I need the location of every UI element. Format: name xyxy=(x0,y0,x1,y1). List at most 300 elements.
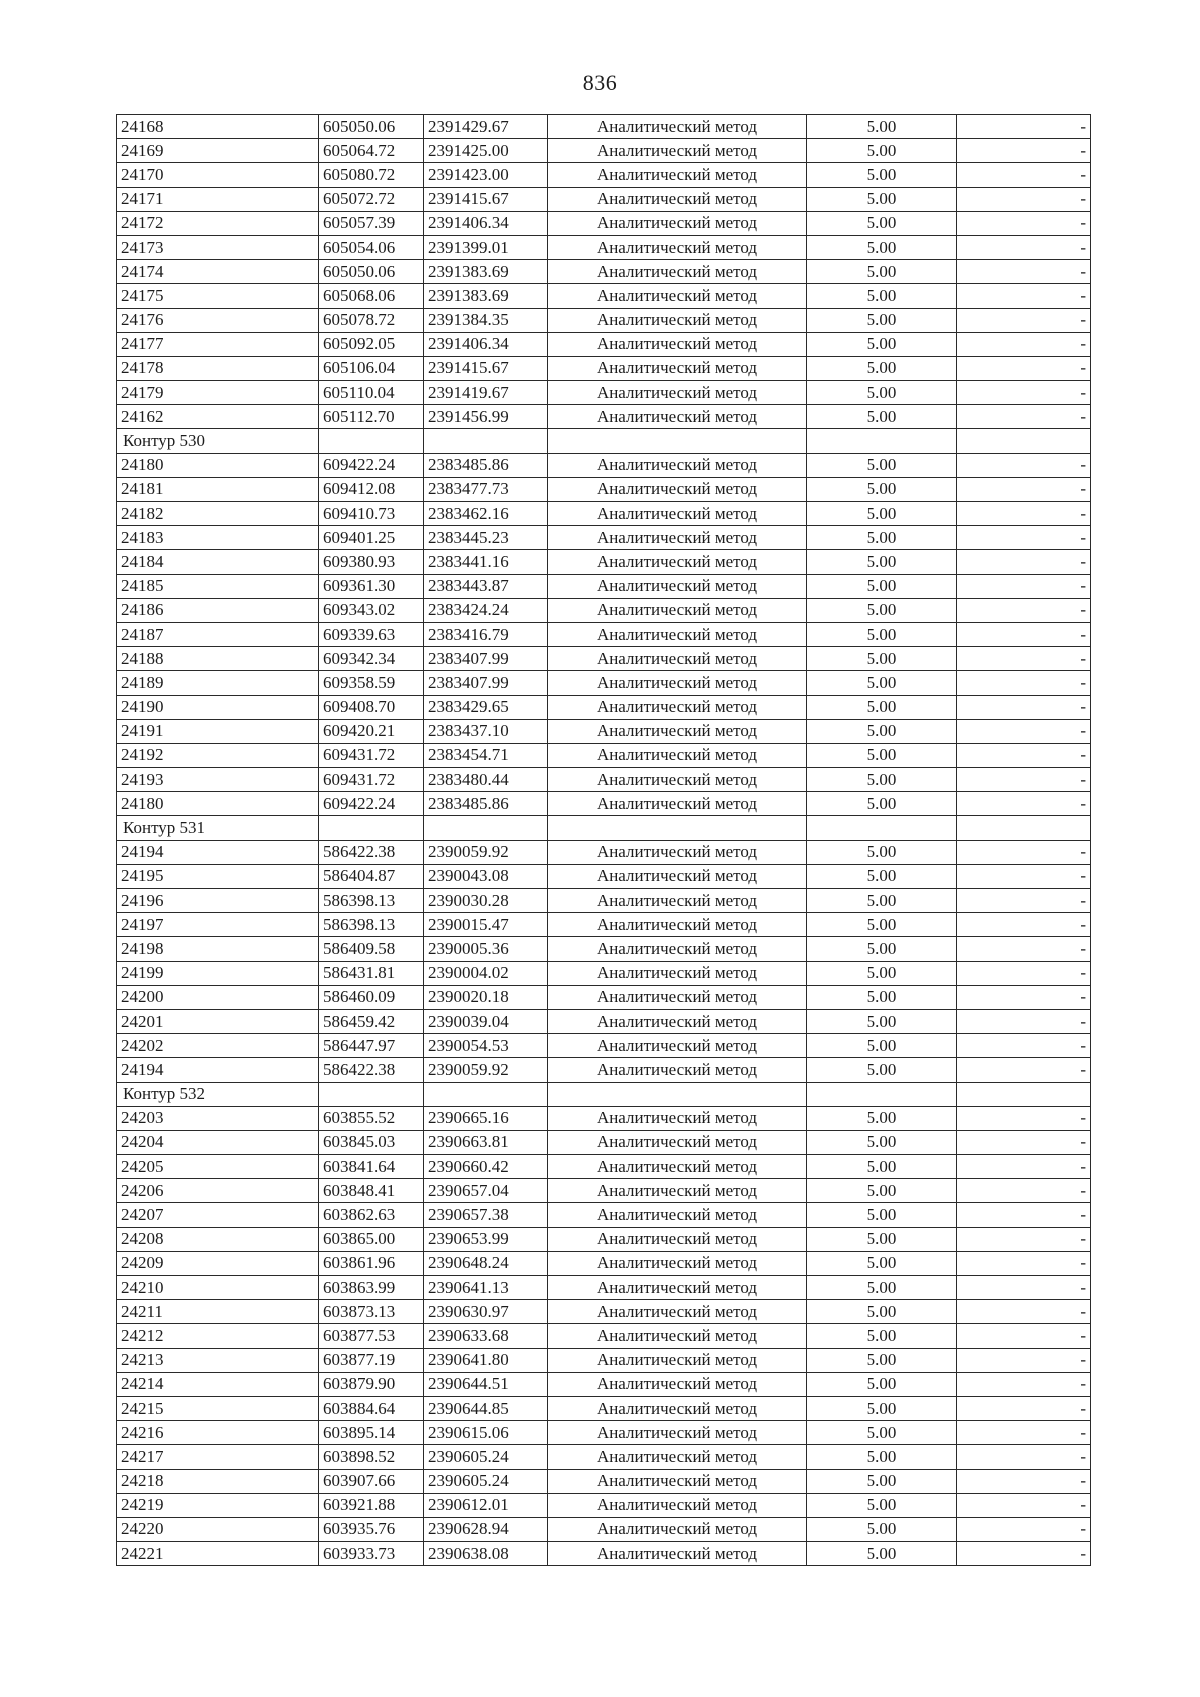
method-cell: Аналитический метод xyxy=(548,1348,807,1372)
dash-cell: - xyxy=(957,598,1091,622)
y-coordinate-cell: 2383416.79 xyxy=(424,622,548,646)
table-row xyxy=(117,1276,1091,1300)
accuracy-cell: 5.00 xyxy=(807,1324,957,1348)
accuracy-cell: 5.00 xyxy=(807,574,957,598)
y-coordinate-cell: 2383424.24 xyxy=(424,598,548,622)
method-cell: Аналитический метод xyxy=(548,598,807,622)
y-coordinate-cell: 2391399.01 xyxy=(424,235,548,259)
accuracy-cell: 5.00 xyxy=(807,1493,957,1517)
point-id-cell: 24194 xyxy=(117,840,319,864)
empty-cell xyxy=(548,1082,807,1106)
page-number: 836 xyxy=(582,70,618,95)
dash-cell: - xyxy=(957,1227,1091,1251)
x-coordinate-cell: 586398.13 xyxy=(319,913,424,937)
dash-cell: - xyxy=(957,502,1091,526)
method-cell: Аналитический метод xyxy=(548,1421,807,1445)
method-cell: Аналитический метод xyxy=(548,139,807,163)
contour-header-row xyxy=(117,1082,1091,1106)
y-coordinate-cell: 2390653.99 xyxy=(424,1227,548,1251)
table-row xyxy=(117,1130,1091,1154)
accuracy-cell: 5.00 xyxy=(807,260,957,284)
x-coordinate-cell: 605054.06 xyxy=(319,235,424,259)
x-coordinate-cell: 605050.06 xyxy=(319,260,424,284)
accuracy-cell: 5.00 xyxy=(807,1203,957,1227)
x-coordinate-cell: 605064.72 xyxy=(319,139,424,163)
accuracy-cell: 5.00 xyxy=(807,1034,957,1058)
point-id-cell: 24202 xyxy=(117,1034,319,1058)
accuracy-cell: 5.00 xyxy=(807,1179,957,1203)
y-coordinate-cell: 2391383.69 xyxy=(424,284,548,308)
method-cell: Аналитический метод xyxy=(548,1324,807,1348)
point-id-cell: 24219 xyxy=(117,1493,319,1517)
point-id-cell: 24180 xyxy=(117,792,319,816)
point-id-cell: 24186 xyxy=(117,598,319,622)
table-row xyxy=(117,792,1091,816)
method-cell: Аналитический метод xyxy=(548,743,807,767)
accuracy-cell: 5.00 xyxy=(807,1276,957,1300)
method-cell: Аналитический метод xyxy=(548,332,807,356)
table-row xyxy=(117,1203,1091,1227)
x-coordinate-cell: 609431.72 xyxy=(319,743,424,767)
dash-cell: - xyxy=(957,1179,1091,1203)
dash-cell: - xyxy=(957,1372,1091,1396)
method-cell: Аналитический метод xyxy=(548,381,807,405)
point-id-cell: 24201 xyxy=(117,1009,319,1033)
x-coordinate-cell: 605080.72 xyxy=(319,163,424,187)
method-cell: Аналитический метод xyxy=(548,1227,807,1251)
dash-cell: - xyxy=(957,864,1091,888)
x-coordinate-cell: 605112.70 xyxy=(319,405,424,429)
method-cell: Аналитический метод xyxy=(548,1300,807,1324)
x-coordinate-cell: 605078.72 xyxy=(319,308,424,332)
point-id-cell: 24172 xyxy=(117,211,319,235)
x-coordinate-cell: 603861.96 xyxy=(319,1251,424,1275)
point-id-cell: 24177 xyxy=(117,332,319,356)
y-coordinate-cell: 2383462.16 xyxy=(424,502,548,526)
y-coordinate-cell: 2391384.35 xyxy=(424,308,548,332)
accuracy-cell: 5.00 xyxy=(807,864,957,888)
table-row xyxy=(117,671,1091,695)
method-cell: Аналитический метод xyxy=(548,671,807,695)
point-id-cell: 24176 xyxy=(117,308,319,332)
x-coordinate-cell: 603877.53 xyxy=(319,1324,424,1348)
empty-cell xyxy=(424,429,548,453)
method-cell: Аналитический метод xyxy=(548,695,807,719)
table-row xyxy=(117,1517,1091,1541)
dash-cell: - xyxy=(957,647,1091,671)
y-coordinate-cell: 2391383.69 xyxy=(424,260,548,284)
x-coordinate-cell: 609412.08 xyxy=(319,477,424,501)
y-coordinate-cell: 2390633.68 xyxy=(424,1324,548,1348)
accuracy-cell: 5.00 xyxy=(807,502,957,526)
method-cell: Аналитический метод xyxy=(548,1106,807,1130)
point-id-cell: 24200 xyxy=(117,985,319,1009)
method-cell: Аналитический метод xyxy=(548,550,807,574)
accuracy-cell: 5.00 xyxy=(807,1155,957,1179)
contour-label: Контур 532 xyxy=(117,1082,319,1106)
accuracy-cell: 5.00 xyxy=(807,332,957,356)
table-row xyxy=(117,743,1091,767)
dash-cell: - xyxy=(957,381,1091,405)
dash-cell: - xyxy=(957,1155,1091,1179)
table-row xyxy=(117,864,1091,888)
x-coordinate-cell: 603884.64 xyxy=(319,1396,424,1420)
table-row xyxy=(117,1058,1091,1082)
y-coordinate-cell: 2390015.47 xyxy=(424,913,548,937)
point-id-cell: 24182 xyxy=(117,502,319,526)
x-coordinate-cell: 586460.09 xyxy=(319,985,424,1009)
y-coordinate-cell: 2391429.67 xyxy=(424,115,548,139)
method-cell: Аналитический метод xyxy=(548,235,807,259)
accuracy-cell: 5.00 xyxy=(807,647,957,671)
method-cell: Аналитический метод xyxy=(548,1203,807,1227)
x-coordinate-cell: 586422.38 xyxy=(319,1058,424,1082)
point-id-cell: 24204 xyxy=(117,1130,319,1154)
point-id-cell: 24217 xyxy=(117,1445,319,1469)
point-id-cell: 24173 xyxy=(117,235,319,259)
table-row xyxy=(117,284,1091,308)
x-coordinate-cell: 603863.99 xyxy=(319,1276,424,1300)
dash-cell: - xyxy=(957,1348,1091,1372)
dash-cell: - xyxy=(957,139,1091,163)
table-row xyxy=(117,1251,1091,1275)
empty-cell xyxy=(807,816,957,840)
accuracy-cell: 5.00 xyxy=(807,671,957,695)
empty-cell xyxy=(957,1082,1091,1106)
method-cell: Аналитический метод xyxy=(548,163,807,187)
accuracy-cell: 5.00 xyxy=(807,453,957,477)
point-id-cell: 24181 xyxy=(117,477,319,501)
point-id-cell: 24183 xyxy=(117,526,319,550)
method-cell: Аналитический метод xyxy=(548,260,807,284)
method-cell: Аналитический метод xyxy=(548,985,807,1009)
method-cell: Аналитический метод xyxy=(548,405,807,429)
table-row xyxy=(117,1493,1091,1517)
accuracy-cell: 5.00 xyxy=(807,211,957,235)
y-coordinate-cell: 2391406.34 xyxy=(424,332,548,356)
accuracy-cell: 5.00 xyxy=(807,187,957,211)
dash-cell: - xyxy=(957,1130,1091,1154)
y-coordinate-cell: 2383485.86 xyxy=(424,792,548,816)
dash-cell: - xyxy=(957,1251,1091,1275)
point-id-cell: 24180 xyxy=(117,453,319,477)
x-coordinate-cell: 603877.19 xyxy=(319,1348,424,1372)
dash-cell: - xyxy=(957,937,1091,961)
method-cell: Аналитический метод xyxy=(548,889,807,913)
x-coordinate-cell: 609401.25 xyxy=(319,526,424,550)
point-id-cell: 24162 xyxy=(117,405,319,429)
table-row xyxy=(117,187,1091,211)
dash-cell: - xyxy=(957,1276,1091,1300)
dash-cell: - xyxy=(957,961,1091,985)
dash-cell: - xyxy=(957,1445,1091,1469)
dash-cell: - xyxy=(957,719,1091,743)
method-cell: Аналитический метод xyxy=(548,864,807,888)
table-row xyxy=(117,574,1091,598)
empty-cell xyxy=(319,816,424,840)
point-id-cell: 24170 xyxy=(117,163,319,187)
y-coordinate-cell: 2391406.34 xyxy=(424,211,548,235)
table-row xyxy=(117,526,1091,550)
table-row xyxy=(117,235,1091,259)
x-coordinate-cell: 603898.52 xyxy=(319,1445,424,1469)
x-coordinate-cell: 586409.58 xyxy=(319,937,424,961)
method-cell: Аналитический метод xyxy=(548,477,807,501)
point-id-cell: 24213 xyxy=(117,1348,319,1372)
point-id-cell: 24196 xyxy=(117,889,319,913)
x-coordinate-cell: 586404.87 xyxy=(319,864,424,888)
table-row xyxy=(117,1106,1091,1130)
method-cell: Аналитический метод xyxy=(548,526,807,550)
table-row xyxy=(117,1300,1091,1324)
table-row xyxy=(117,332,1091,356)
method-cell: Аналитический метод xyxy=(548,1179,807,1203)
point-id-cell: 24189 xyxy=(117,671,319,695)
point-id-cell: 24178 xyxy=(117,356,319,380)
dash-cell: - xyxy=(957,889,1091,913)
point-id-cell: 24208 xyxy=(117,1227,319,1251)
x-coordinate-cell: 609431.72 xyxy=(319,768,424,792)
x-coordinate-cell: 605050.06 xyxy=(319,115,424,139)
accuracy-cell: 5.00 xyxy=(807,381,957,405)
point-id-cell: 24174 xyxy=(117,260,319,284)
y-coordinate-cell: 2383445.23 xyxy=(424,526,548,550)
method-cell: Аналитический метод xyxy=(548,1251,807,1275)
dash-cell: - xyxy=(957,1058,1091,1082)
accuracy-cell: 5.00 xyxy=(807,961,957,985)
method-cell: Аналитический метод xyxy=(548,356,807,380)
table-row xyxy=(117,356,1091,380)
x-coordinate-cell: 603848.41 xyxy=(319,1179,424,1203)
x-coordinate-cell: 605106.04 xyxy=(319,356,424,380)
accuracy-cell: 5.00 xyxy=(807,719,957,743)
method-cell: Аналитический метод xyxy=(548,1469,807,1493)
method-cell: Аналитический метод xyxy=(548,1493,807,1517)
x-coordinate-cell: 609410.73 xyxy=(319,502,424,526)
point-id-cell: 24214 xyxy=(117,1372,319,1396)
y-coordinate-cell: 2383441.16 xyxy=(424,550,548,574)
table-row xyxy=(117,768,1091,792)
accuracy-cell: 5.00 xyxy=(807,695,957,719)
y-coordinate-cell: 2390605.24 xyxy=(424,1445,548,1469)
x-coordinate-cell: 586398.13 xyxy=(319,889,424,913)
empty-cell xyxy=(807,429,957,453)
dash-cell: - xyxy=(957,1396,1091,1420)
y-coordinate-cell: 2390638.08 xyxy=(424,1542,548,1566)
x-coordinate-cell: 586447.97 xyxy=(319,1034,424,1058)
table-row xyxy=(117,598,1091,622)
accuracy-cell: 5.00 xyxy=(807,356,957,380)
dash-cell: - xyxy=(957,840,1091,864)
point-id-cell: 24185 xyxy=(117,574,319,598)
y-coordinate-cell: 2391415.67 xyxy=(424,187,548,211)
accuracy-cell: 5.00 xyxy=(807,1300,957,1324)
x-coordinate-cell: 603862.63 xyxy=(319,1203,424,1227)
method-cell: Аналитический метод xyxy=(548,913,807,937)
method-cell: Аналитический метод xyxy=(548,840,807,864)
accuracy-cell: 5.00 xyxy=(807,526,957,550)
method-cell: Аналитический метод xyxy=(548,719,807,743)
table-row xyxy=(117,405,1091,429)
point-id-cell: 24171 xyxy=(117,187,319,211)
dash-cell: - xyxy=(957,913,1091,937)
method-cell: Аналитический метод xyxy=(548,1130,807,1154)
point-id-cell: 24212 xyxy=(117,1324,319,1348)
x-coordinate-cell: 603841.64 xyxy=(319,1155,424,1179)
table-row xyxy=(117,719,1091,743)
accuracy-cell: 5.00 xyxy=(807,937,957,961)
dash-cell: - xyxy=(957,1517,1091,1541)
dash-cell: - xyxy=(957,1542,1091,1566)
y-coordinate-cell: 2390657.38 xyxy=(424,1203,548,1227)
method-cell: Аналитический метод xyxy=(548,284,807,308)
y-coordinate-cell: 2390054.53 xyxy=(424,1034,548,1058)
method-cell: Аналитический метод xyxy=(548,1034,807,1058)
table-row xyxy=(117,889,1091,913)
dash-cell: - xyxy=(957,550,1091,574)
accuracy-cell: 5.00 xyxy=(807,139,957,163)
accuracy-cell: 5.00 xyxy=(807,1542,957,1566)
table-row xyxy=(117,115,1091,139)
table-row xyxy=(117,1469,1091,1493)
point-id-cell: 24220 xyxy=(117,1517,319,1541)
point-id-cell: 24184 xyxy=(117,550,319,574)
x-coordinate-cell: 605110.04 xyxy=(319,381,424,405)
y-coordinate-cell: 2391415.67 xyxy=(424,356,548,380)
point-id-cell: 24221 xyxy=(117,1542,319,1566)
y-coordinate-cell: 2390641.80 xyxy=(424,1348,548,1372)
x-coordinate-cell: 609361.30 xyxy=(319,574,424,598)
x-coordinate-cell: 605092.05 xyxy=(319,332,424,356)
x-coordinate-cell: 605068.06 xyxy=(319,284,424,308)
y-coordinate-cell: 2383443.87 xyxy=(424,574,548,598)
point-id-cell: 24206 xyxy=(117,1179,319,1203)
dash-cell: - xyxy=(957,768,1091,792)
method-cell: Аналитический метод xyxy=(548,961,807,985)
point-id-cell: 24190 xyxy=(117,695,319,719)
method-cell: Аналитический метод xyxy=(548,1445,807,1469)
x-coordinate-cell: 609420.21 xyxy=(319,719,424,743)
x-coordinate-cell: 603845.03 xyxy=(319,1130,424,1154)
dash-cell: - xyxy=(957,574,1091,598)
method-cell: Аналитический метод xyxy=(548,1517,807,1541)
y-coordinate-cell: 2383477.73 xyxy=(424,477,548,501)
point-id-cell: 24198 xyxy=(117,937,319,961)
table-row xyxy=(117,647,1091,671)
accuracy-cell: 5.00 xyxy=(807,1009,957,1033)
point-id-cell: 24194 xyxy=(117,1058,319,1082)
dash-cell: - xyxy=(957,332,1091,356)
point-id-cell: 24209 xyxy=(117,1251,319,1275)
table-row xyxy=(117,1155,1091,1179)
accuracy-cell: 5.00 xyxy=(807,889,957,913)
x-coordinate-cell: 603879.90 xyxy=(319,1372,424,1396)
x-coordinate-cell: 603855.52 xyxy=(319,1106,424,1130)
point-id-cell: 24211 xyxy=(117,1300,319,1324)
point-id-cell: 24207 xyxy=(117,1203,319,1227)
y-coordinate-cell: 2390004.02 xyxy=(424,961,548,985)
dash-cell: - xyxy=(957,1034,1091,1058)
method-cell: Аналитический метод xyxy=(548,1372,807,1396)
method-cell: Аналитический метод xyxy=(548,937,807,961)
y-coordinate-cell: 2390059.92 xyxy=(424,840,548,864)
accuracy-cell: 5.00 xyxy=(807,1469,957,1493)
table-row xyxy=(117,1324,1091,1348)
table-row xyxy=(117,1034,1091,1058)
method-cell: Аналитический метод xyxy=(548,574,807,598)
method-cell: Аналитический метод xyxy=(548,453,807,477)
y-coordinate-cell: 2390020.18 xyxy=(424,985,548,1009)
x-coordinate-cell: 609422.24 xyxy=(319,792,424,816)
accuracy-cell: 5.00 xyxy=(807,1251,957,1275)
dash-cell: - xyxy=(957,1469,1091,1493)
method-cell: Аналитический метод xyxy=(548,792,807,816)
table-row xyxy=(117,840,1091,864)
y-coordinate-cell: 2383437.10 xyxy=(424,719,548,743)
accuracy-cell: 5.00 xyxy=(807,284,957,308)
point-id-cell: 24179 xyxy=(117,381,319,405)
dash-cell: - xyxy=(957,1106,1091,1130)
point-id-cell: 24175 xyxy=(117,284,319,308)
y-coordinate-cell: 2390005.36 xyxy=(424,937,548,961)
y-coordinate-cell: 2383407.99 xyxy=(424,671,548,695)
dash-cell: - xyxy=(957,1203,1091,1227)
x-coordinate-cell: 609422.24 xyxy=(319,453,424,477)
method-cell: Аналитический метод xyxy=(548,1396,807,1420)
accuracy-cell: 5.00 xyxy=(807,477,957,501)
accuracy-cell: 5.00 xyxy=(807,743,957,767)
contour-header-row xyxy=(117,429,1091,453)
dash-cell: - xyxy=(957,260,1091,284)
table-row xyxy=(117,453,1091,477)
accuracy-cell: 5.00 xyxy=(807,913,957,937)
y-coordinate-cell: 2390043.08 xyxy=(424,864,548,888)
table-row xyxy=(117,1372,1091,1396)
y-coordinate-cell: 2390630.97 xyxy=(424,1300,548,1324)
method-cell: Аналитический метод xyxy=(548,622,807,646)
table-row xyxy=(117,1348,1091,1372)
x-coordinate-cell: 603935.76 xyxy=(319,1517,424,1541)
table-row xyxy=(117,163,1091,187)
point-id-cell: 24215 xyxy=(117,1396,319,1420)
dash-cell: - xyxy=(957,163,1091,187)
method-cell: Аналитический метод xyxy=(548,211,807,235)
table-row xyxy=(117,1009,1091,1033)
point-id-cell: 24188 xyxy=(117,647,319,671)
y-coordinate-cell: 2390641.13 xyxy=(424,1276,548,1300)
point-id-cell: 24168 xyxy=(117,115,319,139)
dash-cell: - xyxy=(957,115,1091,139)
table-row xyxy=(117,1542,1091,1566)
dash-cell: - xyxy=(957,405,1091,429)
table-row xyxy=(117,1227,1091,1251)
dash-cell: - xyxy=(957,695,1091,719)
y-coordinate-cell: 2383485.86 xyxy=(424,453,548,477)
y-coordinate-cell: 2391419.67 xyxy=(424,381,548,405)
accuracy-cell: 5.00 xyxy=(807,1227,957,1251)
accuracy-cell: 5.00 xyxy=(807,1421,957,1445)
y-coordinate-cell: 2391456.99 xyxy=(424,405,548,429)
table-row xyxy=(117,260,1091,284)
table-row xyxy=(117,937,1091,961)
table-row xyxy=(117,502,1091,526)
point-id-cell: 24195 xyxy=(117,864,319,888)
dash-cell: - xyxy=(957,526,1091,550)
dash-cell: - xyxy=(957,284,1091,308)
dash-cell: - xyxy=(957,187,1091,211)
dash-cell: - xyxy=(957,1493,1091,1517)
x-coordinate-cell: 603895.14 xyxy=(319,1421,424,1445)
